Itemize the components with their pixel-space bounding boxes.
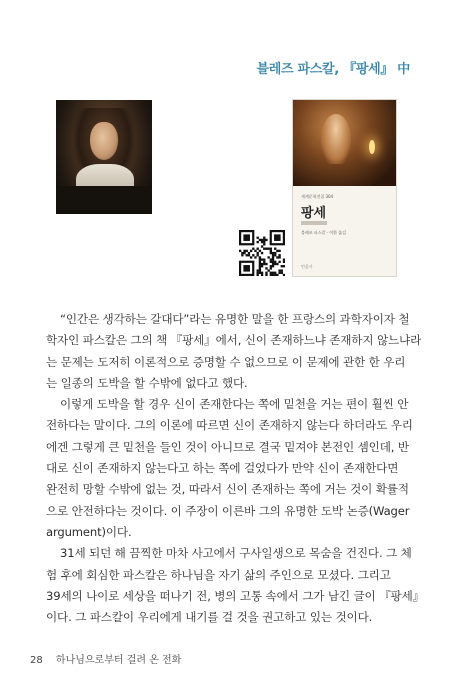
qr-module: [272, 258, 274, 260]
qr-module: [274, 274, 276, 276]
qr-module: [270, 248, 272, 250]
qr-module: [270, 261, 272, 263]
qr-module: [283, 274, 285, 276]
qr-module: [259, 239, 261, 241]
qr-module: [259, 263, 261, 265]
qr-module: [261, 272, 263, 274]
qr-module: [259, 261, 261, 263]
qr-finder-inner: [243, 265, 250, 272]
qr-module: [263, 243, 265, 245]
qr-module: [278, 250, 280, 252]
qr-module: [257, 248, 259, 250]
qr-module: [265, 267, 267, 269]
candle-flame: [369, 140, 375, 154]
book-author: 블레즈 파스칼 · 이환 옮김: [301, 230, 346, 235]
footer-book-title: 하나님으로부터 걸려 온 전화: [55, 655, 182, 666]
qr-module: [263, 261, 265, 263]
qr-module: [283, 261, 285, 263]
qr-module: [261, 258, 263, 260]
qr-module: [272, 256, 274, 258]
qr-module: [241, 254, 243, 256]
qr-module: [261, 241, 263, 243]
qr-module: [265, 274, 267, 276]
qr-module: [270, 265, 272, 267]
body-line: 험 후에 회심한 파스칼은 하나님을 자기 삶의 주인으로 모셨다. 그리고: [46, 567, 391, 582]
qr-module: [257, 254, 259, 256]
qr-finder-inner: [274, 234, 281, 241]
qr-module: [274, 252, 276, 254]
qr-module: [276, 250, 278, 252]
qr-module: [281, 269, 283, 271]
qr-module: [261, 263, 263, 265]
book-cover-image: [293, 100, 396, 276]
qr-module: [270, 274, 272, 276]
qr-module: [261, 239, 263, 241]
qr-module: [272, 254, 274, 256]
qr-module: [261, 265, 263, 267]
qr-module: [272, 265, 274, 267]
qr-module: [259, 250, 261, 252]
qr-module: [257, 252, 259, 254]
qr-module: [257, 272, 259, 274]
qr-module: [265, 248, 267, 250]
book-cover-bar: [301, 221, 327, 225]
body-line: 대로 신이 존재하지 않는다고 하는 쪽에 걸었다가 만약 신이 존재한다면: [46, 461, 399, 476]
qr-module: [278, 272, 280, 274]
page-header-title: 블레즈 파스칼, 『팡세』 中: [256, 62, 410, 77]
qr-module: [259, 258, 261, 260]
body-line: 이렇게 도박을 할 경우 신이 존재한다는 쪽에 밑천을 거는 편이 훨씬 안: [60, 397, 409, 412]
body-line: 완전히 망할 수밖에 없는 것, 따라서 신이 존재하는 쪽에 거는 것이 확률적: [46, 482, 409, 497]
qr-module: [243, 250, 245, 252]
qr-module: [248, 254, 250, 256]
qr-module: [274, 248, 276, 250]
qr-module: [243, 252, 245, 254]
qr-module: [276, 263, 278, 265]
qr-module: [239, 250, 241, 252]
qr-module: [254, 250, 256, 252]
body-line: 으로 안전하다는 것이다. 이 주장이 이른바 그의 유명한 도박 논증(Wager: [46, 503, 410, 518]
body-line: 전하다는 말이다. 그의 이론에 따르면 신이 존재하지 않는다 하더라도 우리: [46, 418, 413, 433]
qr-module: [263, 258, 265, 260]
body-line: 이다. 그 파스칼이 우리에게 내기를 걸 것을 권고하고 있는 것이다.: [46, 610, 373, 625]
qr-module: [278, 261, 280, 263]
page-number: 28: [30, 655, 43, 666]
portrait-face: [90, 122, 118, 160]
qr-module: [261, 245, 263, 247]
qr-module: [259, 272, 261, 274]
qr-module: [252, 248, 254, 250]
qr-module: [250, 250, 252, 252]
qr-code-graphic: [239, 230, 285, 276]
qr-module: [267, 269, 269, 271]
body-line: 39세의 나이로 세상을 떠나기 전, 병의 고통 속에서 그가 남긴 글이 『팡세』: [46, 588, 425, 603]
book-title: 팡세: [301, 206, 327, 221]
qr-module: [252, 254, 254, 256]
qr-module: [246, 250, 248, 252]
qr-module: [248, 252, 250, 254]
qr-module: [274, 254, 276, 256]
book-cover-painting: [293, 100, 396, 186]
qr-module: [254, 256, 256, 258]
qr-module: [263, 237, 265, 239]
body-line: 에겐 그렇게 큰 밑천을 들인 것이 아니므로 결국 밑져야 본전인 셈인데, 반: [46, 439, 409, 454]
qr-module: [278, 254, 280, 256]
qr-module: [272, 261, 274, 263]
qr-module: [276, 256, 278, 258]
qr-module: [265, 272, 267, 274]
qr-module: [257, 241, 259, 243]
qr-module: [274, 272, 276, 274]
qr-module: [259, 267, 261, 269]
qr-module: [283, 258, 285, 260]
qr-module: [281, 265, 283, 267]
body-line: 는 문제는 도저히 이론적으로 증명할 수 없으므로 이 문제에 관한 한 우리: [46, 354, 406, 369]
qr-module: [250, 256, 252, 258]
qr-module: [278, 256, 280, 258]
qr-module: [270, 258, 272, 260]
qr-module: [257, 274, 259, 276]
qr-module: [274, 263, 276, 265]
cover-figure: [321, 114, 351, 164]
qr-module: [265, 263, 267, 265]
qr-module: [274, 261, 276, 263]
qr-module: [261, 274, 263, 276]
book-series-label: 세계문학전집 304: [301, 194, 334, 199]
qr-module: [261, 252, 263, 254]
qr-module: [267, 256, 269, 258]
qr-module: [257, 237, 259, 239]
qr-module: [283, 265, 285, 267]
qr-module: [246, 254, 248, 256]
body-line: 학자인 파스칼은 그의 책 『팡세』에서, 신이 존재하느냐 존재하지 않느냐라: [46, 333, 422, 348]
qr-module: [259, 265, 261, 267]
pascal-portrait-image: [56, 100, 152, 214]
qr-module: [259, 256, 261, 258]
qr-module: [272, 263, 274, 265]
qr-module: [272, 274, 274, 276]
qr-module: [263, 263, 265, 265]
qr-finder-inner: [243, 234, 250, 241]
qr-module: [263, 241, 265, 243]
body-line: 는 일종의 도박을 할 수밖에 없다고 했다.: [46, 375, 248, 390]
body-text: [46, 309, 425, 628]
qr-module: [272, 272, 274, 274]
qr-module: [265, 239, 267, 241]
book-publisher: 민음사: [301, 264, 313, 269]
qr-module: [281, 272, 283, 274]
portrait-cloak: [56, 186, 152, 214]
qr-module: [259, 269, 261, 271]
body-line: argument)이다.: [46, 524, 132, 539]
qr-code-icon: [239, 230, 285, 276]
qr-module: [257, 269, 259, 271]
qr-module: [276, 274, 278, 276]
qr-module: [267, 248, 269, 250]
qr-module: [241, 252, 243, 254]
qr-module: [270, 250, 272, 252]
body-line: “인간은 생각하는 갈대다”라는 유명한 말을 한 프랑스의 과학자이자 철: [60, 312, 410, 326]
qr-module: [270, 267, 272, 269]
qr-module: [270, 252, 272, 254]
qr-module: [263, 248, 265, 250]
qr-module: [263, 239, 265, 241]
qr-module: [278, 269, 280, 271]
body-line: 31세 되던 해 끔찍한 마차 사고에서 구사일생으로 목숨을 건진다. 그 체: [60, 546, 412, 561]
page-footer: [30, 651, 181, 666]
qr-module: [272, 252, 274, 254]
qr-module: [270, 272, 272, 274]
